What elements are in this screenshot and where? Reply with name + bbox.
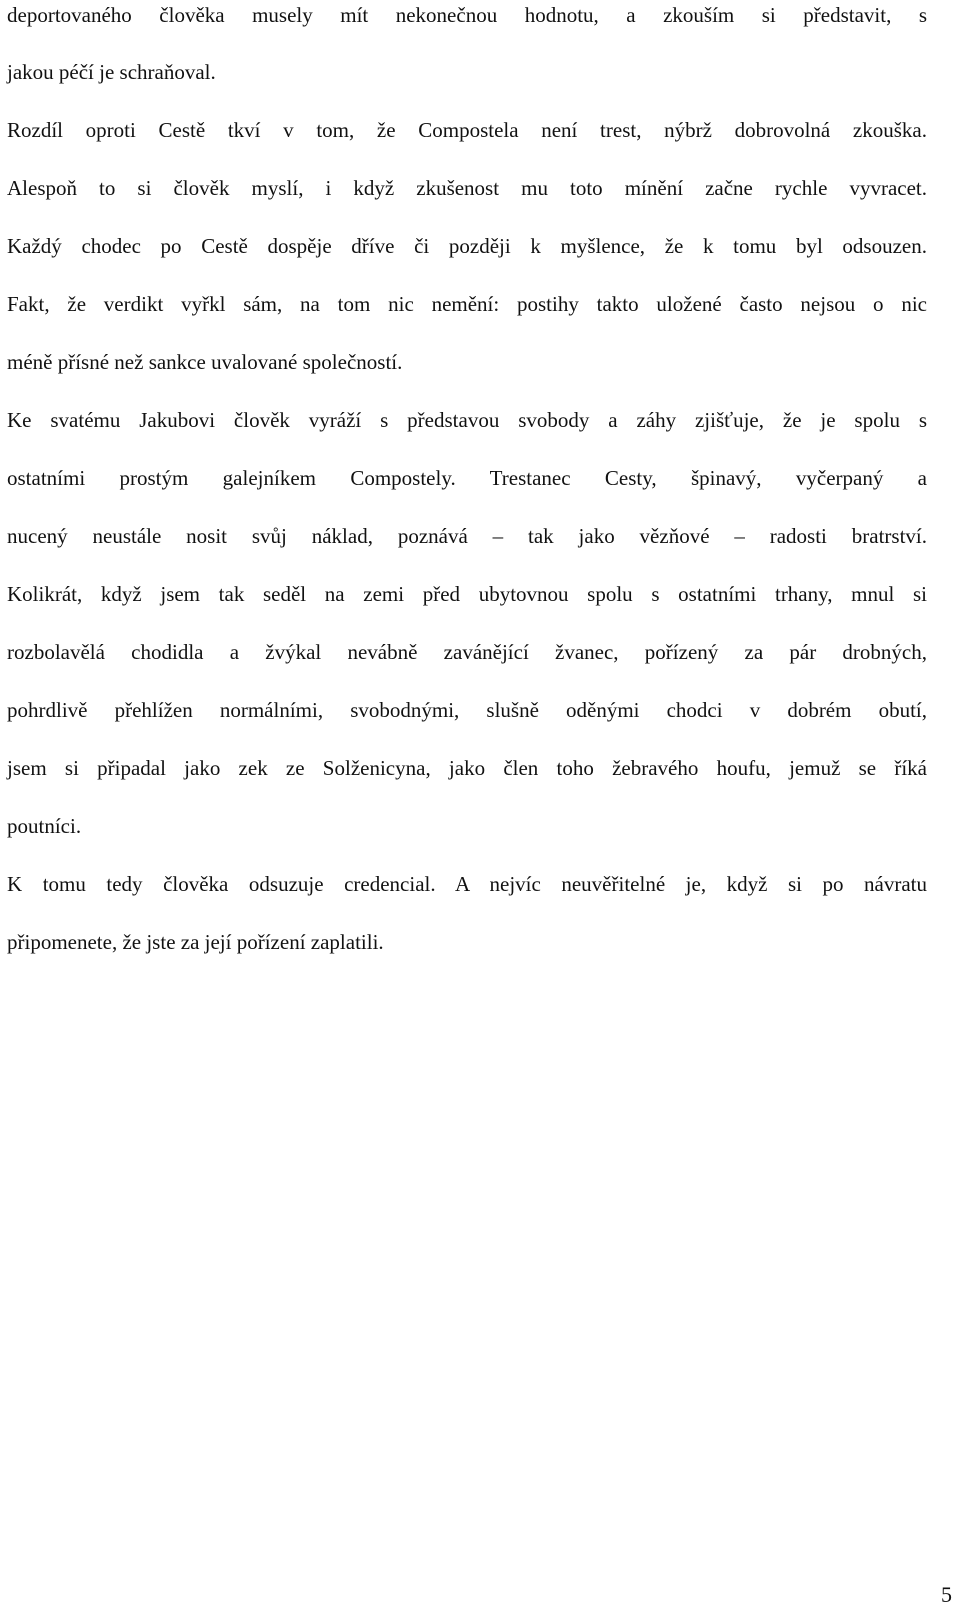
text-line: jsem si připadal jako zek ze Solženicyna, jako člen toho žebravého houfu, jemuž se říká	[7, 756, 927, 780]
text-line: Alespoň to si člověk myslí, i když zkušenost mu toto mínění začne rychle vyvracet.	[7, 176, 927, 200]
text-line: jakou péčí je schraňoval.	[7, 60, 216, 84]
text-line: K tomu tedy člověka odsuzuje credencial. A nejvíc neuvěřitelné je, když si po návratu	[7, 872, 927, 896]
text-line: méně přísné než sankce uvalované společností.	[7, 350, 403, 374]
text-line: rozbolavělá chodidla a žvýkal nevábně zavánějící žvanec, pořízený za pár drobných,	[7, 640, 927, 664]
text-line: Kolikrát, když jsem tak seděl na zemi před ubytovnou spolu s ostatními trhany, mnul si	[7, 582, 927, 606]
text-line: poutníci.	[7, 814, 82, 838]
page-number: 5	[941, 1582, 952, 1607]
text-line: Fakt, že verdikt vyřkl sám, na tom nic nemění: postihy takto uložené často nejsou o nic	[7, 292, 927, 316]
text-line: ostatními prostým galejníkem Compostely. Trestanec Cesty, špinavý, vyčerpaný a	[7, 466, 927, 490]
text-line: nucený neustále nosit svůj náklad, poznává – tak jako vězňové – radosti bratrství.	[7, 524, 927, 548]
text-line: deportovaného člověka musely mít nekonečnou hodnotu, a zkouším si představit, s	[7, 3, 927, 27]
text-line: Rozdíl oproti Cestě tkví v tom, že Compostela není trest, nýbrž dobrovolná zkouška.	[7, 118, 927, 142]
text-line: připomenete, že jste za její pořízení zaplatili.	[7, 930, 384, 954]
text-line: pohrdlivě přehlížen normálními, svobodnými, slušně oděnými chodci v dobrém obutí,	[7, 698, 927, 722]
text-line: Ke svatému Jakubovi člověk vyráží s představou svobody a záhy zjišťuje, že je spolu s	[7, 408, 927, 432]
text-line: Každý chodec po Cestě dospěje dříve či později k myšlence, že k tomu byl odsouzen.	[7, 234, 927, 258]
